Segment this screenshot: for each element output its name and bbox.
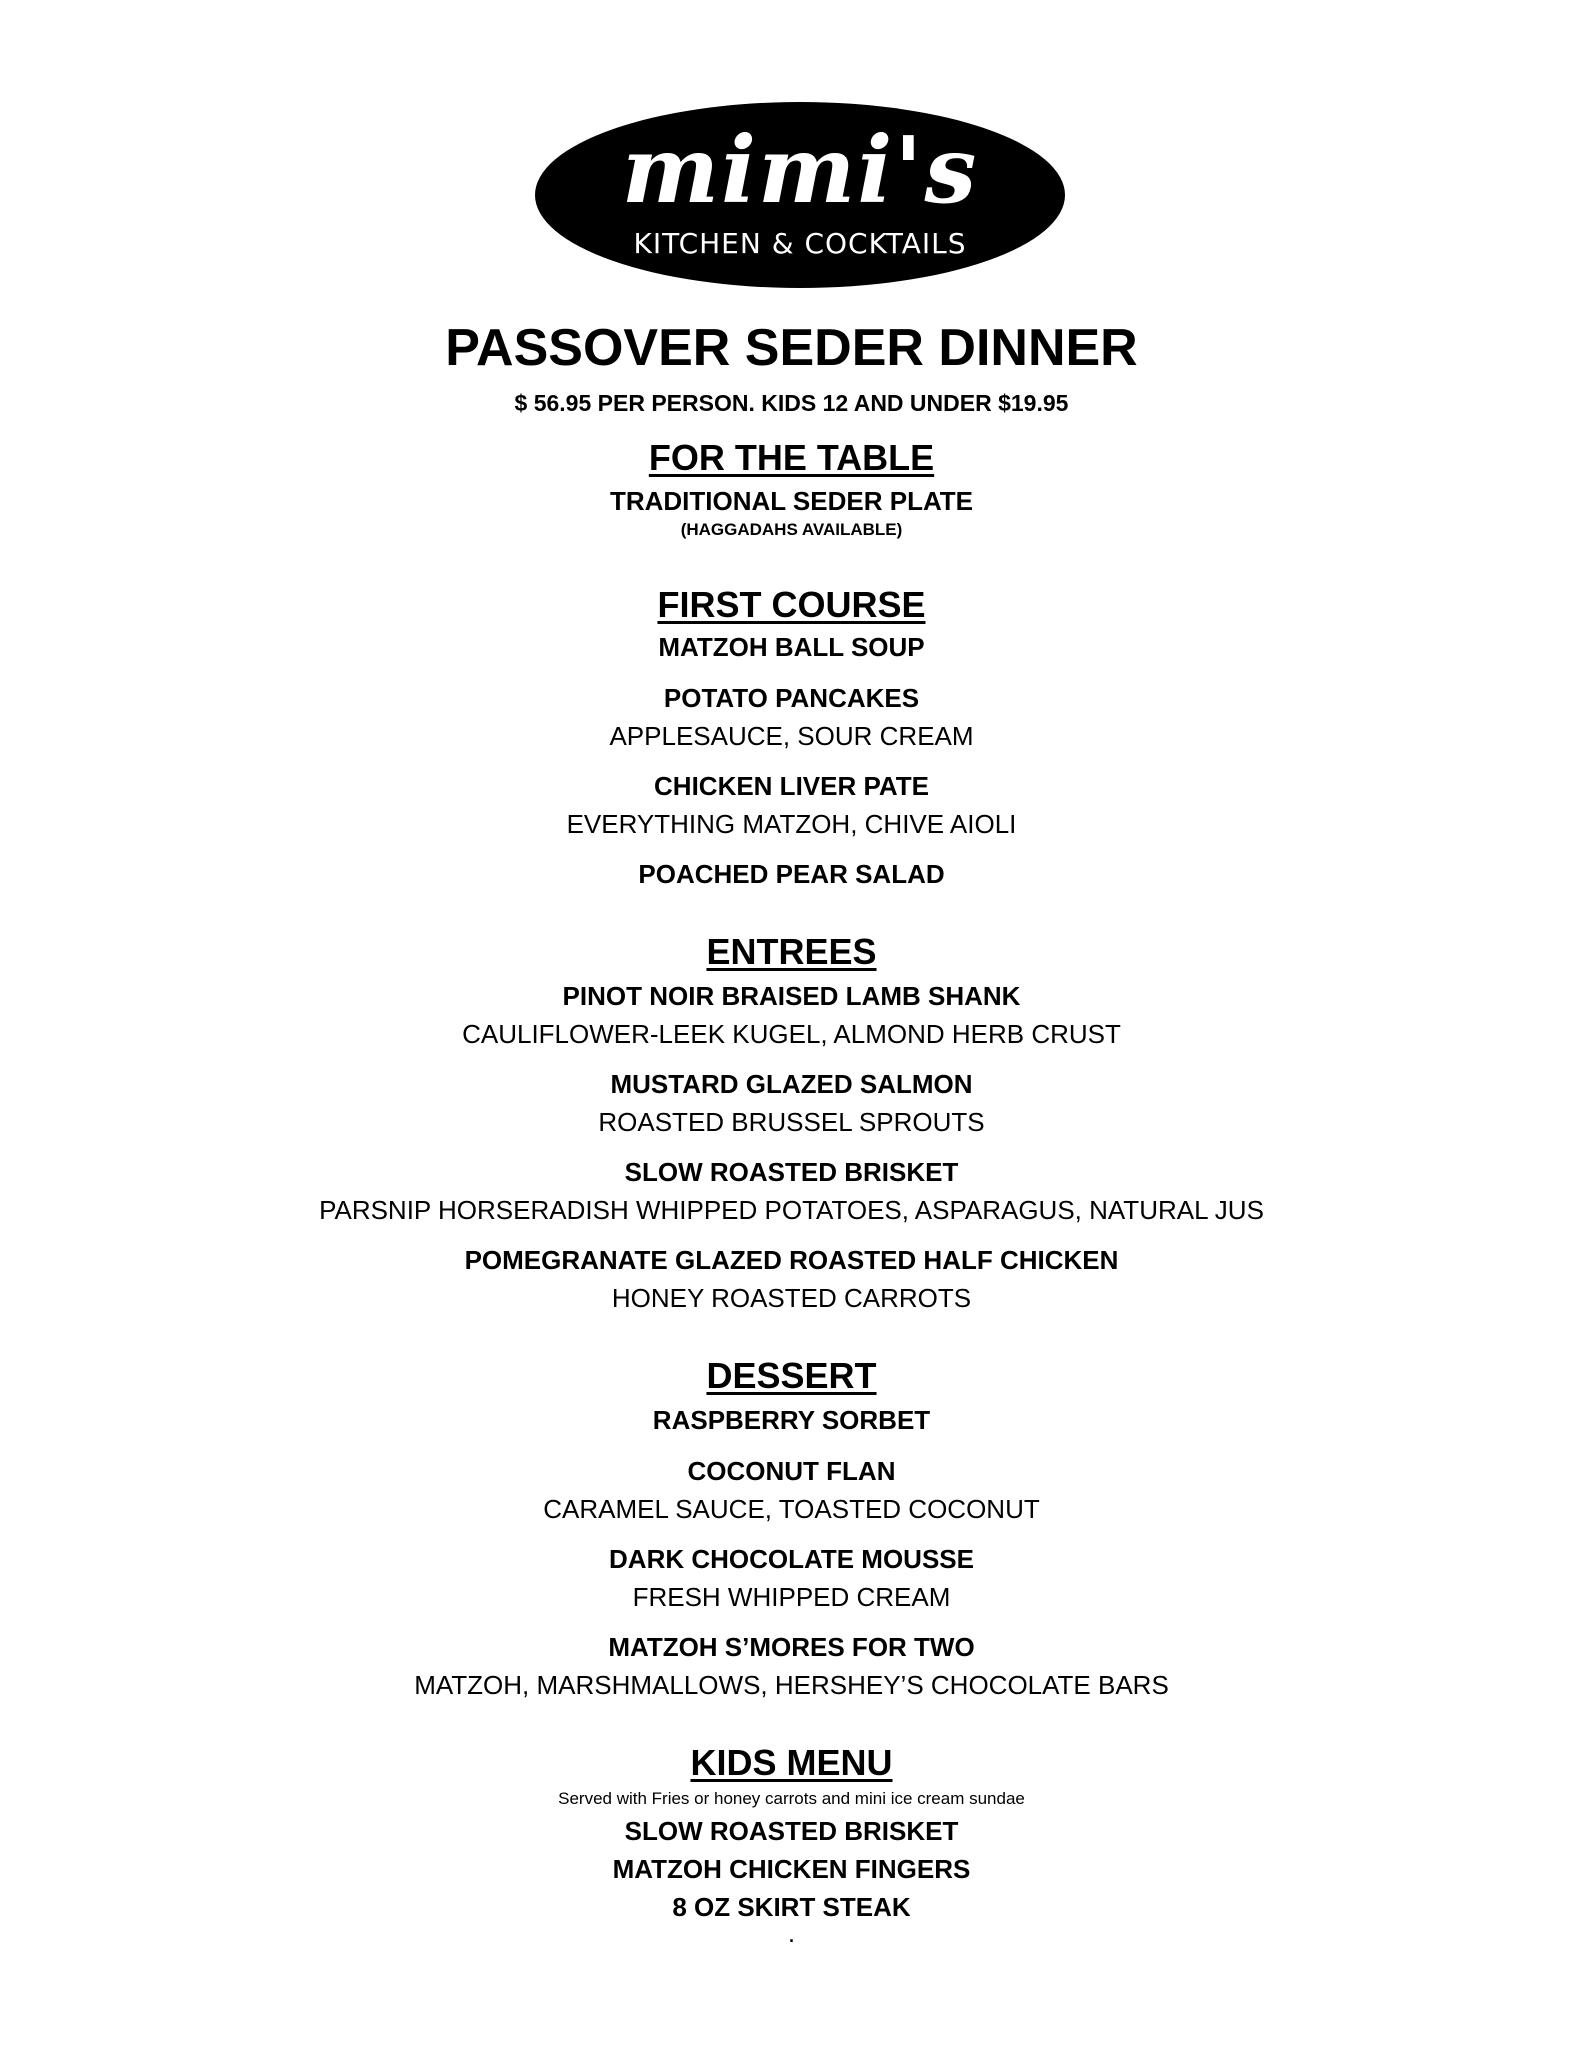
section-heading-dessert: DESSERT bbox=[706, 1355, 877, 1396]
menu-item-description: CAULIFLOWER-LEEK KUGEL, ALMOND HERB CRUST bbox=[462, 1019, 1121, 1049]
menu-item-note: (HAGGADAHS AVAILABLE) bbox=[680, 520, 903, 539]
menu-item-name: TRADITIONAL SEDER PLATE bbox=[609, 486, 974, 516]
menu-item-name: POTATO PANCAKES bbox=[663, 683, 920, 713]
menu-item-description: MATZOH, MARSHMALLOWS, HERSHEY’S CHOCOLATE BARS bbox=[414, 1670, 1169, 1700]
menu-item-description: HONEY ROASTED CARROTS bbox=[611, 1283, 972, 1313]
restaurant-logo bbox=[535, 102, 1065, 288]
kids-menu-note: Served with Fries or honey carrots and mini ice cream sundae bbox=[558, 1789, 1025, 1808]
menu-item-description: EVERYTHING MATZOH, CHIVE AIOLI bbox=[566, 809, 1017, 839]
menu-item-description: CARAMEL SAUCE, TOASTED COCONUT bbox=[543, 1494, 1040, 1524]
section-heading-for-the-table: FOR THE TABLE bbox=[648, 437, 935, 478]
section-heading-kids-menu: KIDS MENU bbox=[690, 1742, 893, 1783]
menu-item-name: 8 OZ SKIRT STEAK bbox=[672, 1892, 911, 1922]
menu-item-name: POMEGRANATE GLAZED ROASTED HALF CHICKEN bbox=[464, 1245, 1119, 1275]
menu-item-name: DARK CHOCOLATE MOUSSE bbox=[609, 1544, 974, 1574]
menu-item-name: SLOW ROASTED BRISKET bbox=[624, 1816, 959, 1846]
section-heading-entrees: ENTREES bbox=[706, 931, 877, 972]
menu-item-name: MATZOH S’MORES FOR TWO bbox=[608, 1632, 975, 1662]
menu-item-name: COCONUT FLAN bbox=[687, 1456, 896, 1486]
menu-item-name: CHICKEN LIVER PATE bbox=[654, 771, 929, 801]
logo-name: mimi's bbox=[621, 116, 979, 224]
section-heading-first-course: FIRST COURSE bbox=[657, 584, 926, 625]
footer-dot: . bbox=[787, 1918, 796, 1948]
menu-item-name: MATZOH BALL SOUP bbox=[658, 632, 925, 662]
menu-item-description: FRESH WHIPPED CREAM bbox=[632, 1582, 951, 1612]
menu-price: $ 56.95 PER PERSON. KIDS 12 AND UNDER $19.95 bbox=[514, 390, 1069, 416]
menu-item-name: MUSTARD GLAZED SALMON bbox=[610, 1069, 973, 1099]
menu-item-description: APPLESAUCE, SOUR CREAM bbox=[609, 721, 974, 751]
menu-item-name: SLOW ROASTED BRISKET bbox=[624, 1157, 959, 1187]
menu-item-description: ROASTED BRUSSEL SPROUTS bbox=[598, 1107, 985, 1137]
menu-title: PASSOVER SEDER DINNER bbox=[445, 319, 1138, 377]
menu-item-name: POACHED PEAR SALAD bbox=[638, 859, 945, 889]
menu-item-description: PARSNIP HORSERADISH WHIPPED POTATOES, ASPARAGUS, NATURAL JUS bbox=[319, 1195, 1264, 1225]
menu-item-name: MATZOH CHICKEN FINGERS bbox=[612, 1854, 971, 1884]
logo-tagline: KITCHEN & COCKTAILS bbox=[633, 227, 967, 260]
menu-item-name: PINOT NOIR BRAISED LAMB SHANK bbox=[562, 981, 1021, 1011]
menu-item-name: RASPBERRY SORBET bbox=[652, 1405, 931, 1435]
